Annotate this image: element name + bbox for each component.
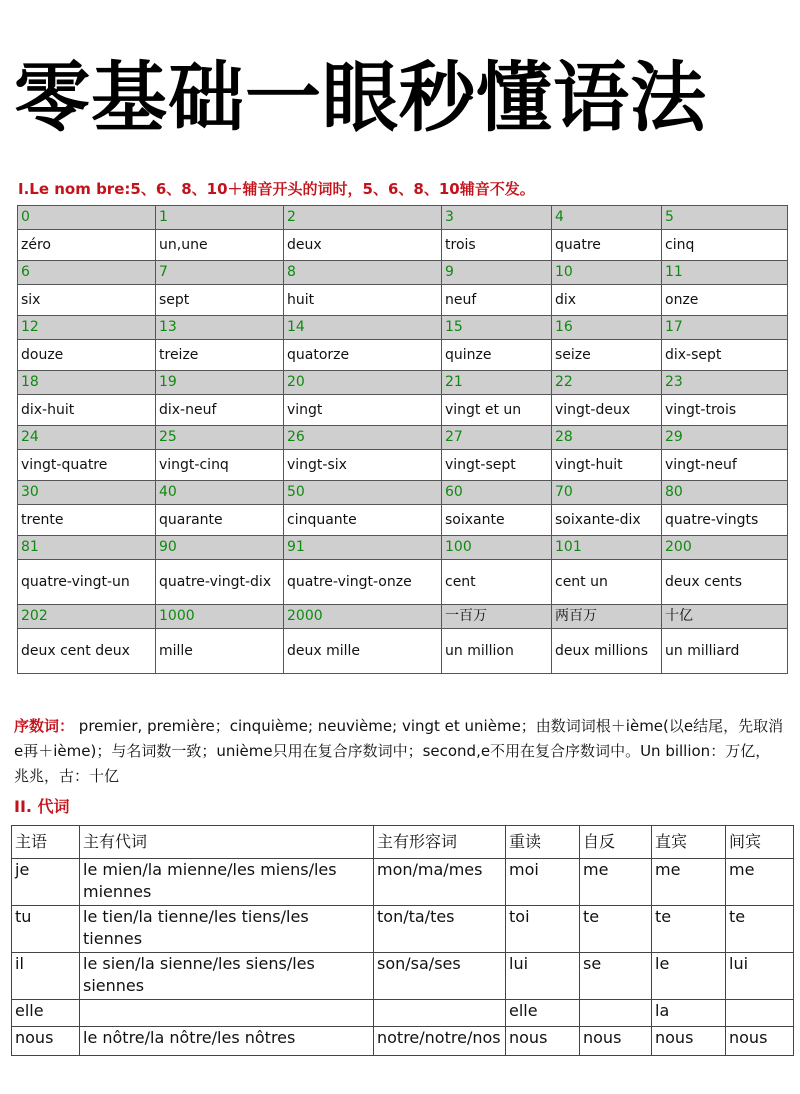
word-cell: vingt-sept bbox=[442, 450, 552, 481]
pronoun-cell: le mien/la mienne/les miens/les miennes bbox=[80, 859, 374, 906]
word-cell: quatre-vingt-un bbox=[18, 560, 156, 605]
number-cell: 20 bbox=[284, 371, 442, 395]
pronoun-cell: je bbox=[12, 859, 80, 906]
ordinals-paragraph bbox=[14, 714, 784, 789]
word-cell: vingt-cinq bbox=[156, 450, 284, 481]
number-cell: 3 bbox=[442, 206, 552, 230]
pronoun-row bbox=[12, 859, 794, 906]
number-cell: 15 bbox=[442, 316, 552, 340]
word-cell: soixante bbox=[442, 505, 552, 536]
word-cell: vingt et un bbox=[442, 395, 552, 426]
pronoun-header-cell: 直宾 bbox=[652, 826, 726, 859]
word-cell: vingt-trois bbox=[662, 395, 788, 426]
word-row bbox=[18, 450, 788, 481]
pronoun-cell: le nôtre/la nôtre/les nôtres bbox=[80, 1027, 374, 1056]
pronoun-cell: te bbox=[652, 906, 726, 953]
pronoun-cell: son/sa/ses bbox=[374, 953, 506, 1000]
word-cell: deux millions bbox=[552, 629, 662, 674]
number-cell: 2000 bbox=[284, 605, 442, 629]
pronoun-cell: te bbox=[580, 906, 652, 953]
word-cell: cinquante bbox=[284, 505, 442, 536]
word-cell: vingt-quatre bbox=[18, 450, 156, 481]
pronoun-cell: se bbox=[580, 953, 652, 1000]
word-row bbox=[18, 395, 788, 426]
number-cell: 90 bbox=[156, 536, 284, 560]
pronoun-cell: ton/ta/tes bbox=[374, 906, 506, 953]
pronoun-cell: nous bbox=[580, 1027, 652, 1056]
number-cell: 17 bbox=[662, 316, 788, 340]
word-cell: un milliard bbox=[662, 629, 788, 674]
word-row bbox=[18, 629, 788, 674]
number-cell: 5 bbox=[662, 206, 788, 230]
pronoun-header-cell: 间宾 bbox=[726, 826, 794, 859]
number-cell: 27 bbox=[442, 426, 552, 450]
word-cell: dix-huit bbox=[18, 395, 156, 426]
number-cell: 11 bbox=[662, 261, 788, 285]
number-cell: 100 bbox=[442, 536, 552, 560]
pronoun-cell bbox=[80, 1000, 374, 1027]
word-cell: vingt bbox=[284, 395, 442, 426]
word-cell: quatre bbox=[552, 230, 662, 261]
number-cell: 29 bbox=[662, 426, 788, 450]
number-cell: 81 bbox=[18, 536, 156, 560]
word-cell: vingt-six bbox=[284, 450, 442, 481]
pronoun-row bbox=[12, 1000, 794, 1027]
word-cell: quarante bbox=[156, 505, 284, 536]
number-row bbox=[18, 371, 788, 395]
number-cell: 23 bbox=[662, 371, 788, 395]
number-cell: 60 bbox=[442, 481, 552, 505]
pronoun-cell: le bbox=[652, 953, 726, 1000]
number-row bbox=[18, 426, 788, 450]
number-row bbox=[18, 206, 788, 230]
number-cell: 200 bbox=[662, 536, 788, 560]
word-cell: quatre-vingts bbox=[662, 505, 788, 536]
number-row bbox=[18, 536, 788, 560]
number-cell: 91 bbox=[284, 536, 442, 560]
number-row bbox=[18, 605, 788, 629]
word-cell: vingt-huit bbox=[552, 450, 662, 481]
number-cell: 101 bbox=[552, 536, 662, 560]
number-cell: 70 bbox=[552, 481, 662, 505]
number-cell: 202 bbox=[18, 605, 156, 629]
word-cell: treize bbox=[156, 340, 284, 371]
number-cell: 22 bbox=[552, 371, 662, 395]
pronoun-header-row bbox=[12, 826, 794, 859]
pronoun-cell: le tien/la tienne/les tiens/les tiennes bbox=[80, 906, 374, 953]
number-cell: 9 bbox=[442, 261, 552, 285]
pronoun-cell: notre/notre/nos bbox=[374, 1027, 506, 1056]
word-cell: deux cents bbox=[662, 560, 788, 605]
pronoun-header-cell: 主语 bbox=[12, 826, 80, 859]
pronoun-cell: me bbox=[580, 859, 652, 906]
number-cell: 19 bbox=[156, 371, 284, 395]
word-cell: sept bbox=[156, 285, 284, 316]
number-cell: 30 bbox=[18, 481, 156, 505]
number-cell: 25 bbox=[156, 426, 284, 450]
number-cell: 8 bbox=[284, 261, 442, 285]
pronoun-cell bbox=[580, 1000, 652, 1027]
pronoun-row bbox=[12, 906, 794, 953]
word-cell: vingt-deux bbox=[552, 395, 662, 426]
number-cell: 1 bbox=[156, 206, 284, 230]
word-cell: dix-sept bbox=[662, 340, 788, 371]
pronoun-cell: toi bbox=[506, 906, 580, 953]
pronoun-row bbox=[12, 1027, 794, 1056]
word-row bbox=[18, 560, 788, 605]
pronouns-table bbox=[11, 825, 794, 1056]
word-cell: six bbox=[18, 285, 156, 316]
pronoun-cell: me bbox=[726, 859, 794, 906]
word-cell: deux mille bbox=[284, 629, 442, 674]
number-cell: 80 bbox=[662, 481, 788, 505]
page-title: 零基础一眼秒懂语法 bbox=[14, 53, 707, 142]
pronoun-cell: il bbox=[12, 953, 80, 1000]
pronoun-cell: elle bbox=[506, 1000, 580, 1027]
word-cell: un,une bbox=[156, 230, 284, 261]
number-cell: 40 bbox=[156, 481, 284, 505]
number-cell: 7 bbox=[156, 261, 284, 285]
pronoun-cell: elle bbox=[12, 1000, 80, 1027]
word-cell: un million bbox=[442, 629, 552, 674]
word-row bbox=[18, 285, 788, 316]
number-cell: 18 bbox=[18, 371, 156, 395]
word-cell: huit bbox=[284, 285, 442, 316]
number-cell: 0 bbox=[18, 206, 156, 230]
number-cell: 一百万 bbox=[442, 605, 552, 629]
word-cell: zéro bbox=[18, 230, 156, 261]
number-cell: 26 bbox=[284, 426, 442, 450]
word-cell: vingt-neuf bbox=[662, 450, 788, 481]
pronoun-header-cell: 主有代词 bbox=[80, 826, 374, 859]
number-cell: 2 bbox=[284, 206, 442, 230]
word-cell: seize bbox=[552, 340, 662, 371]
number-cell: 13 bbox=[156, 316, 284, 340]
number-cell: 1000 bbox=[156, 605, 284, 629]
word-cell: cent un bbox=[552, 560, 662, 605]
pronoun-cell: nous bbox=[726, 1027, 794, 1056]
word-cell: trente bbox=[18, 505, 156, 536]
word-cell: trois bbox=[442, 230, 552, 261]
number-row bbox=[18, 316, 788, 340]
pronoun-cell: nous bbox=[506, 1027, 580, 1056]
section2-heading: II. 代词 bbox=[14, 797, 70, 816]
word-row bbox=[18, 230, 788, 261]
number-cell: 16 bbox=[552, 316, 662, 340]
pronoun-cell: moi bbox=[506, 859, 580, 906]
numbers-table bbox=[17, 205, 788, 674]
word-cell: cent bbox=[442, 560, 552, 605]
word-row bbox=[18, 505, 788, 536]
word-cell: deux bbox=[284, 230, 442, 261]
number-cell: 10 bbox=[552, 261, 662, 285]
pronoun-header-cell: 重读 bbox=[506, 826, 580, 859]
word-cell: soixante-dix bbox=[552, 505, 662, 536]
pronoun-cell bbox=[726, 1000, 794, 1027]
number-cell: 6 bbox=[18, 261, 156, 285]
number-row bbox=[18, 261, 788, 285]
number-cell: 14 bbox=[284, 316, 442, 340]
word-cell: douze bbox=[18, 340, 156, 371]
pronoun-row bbox=[12, 953, 794, 1000]
number-cell: 12 bbox=[18, 316, 156, 340]
pronoun-cell: lui bbox=[506, 953, 580, 1000]
pronoun-cell bbox=[374, 1000, 506, 1027]
word-cell: dix bbox=[552, 285, 662, 316]
pronoun-header-cell: 自反 bbox=[580, 826, 652, 859]
section1-heading: I.Le nom bre:5、6、8、10＋辅音开头的词时，5、6、8、10辅音不发。 bbox=[18, 180, 535, 198]
word-cell: neuf bbox=[442, 285, 552, 316]
number-cell: 十亿 bbox=[662, 605, 788, 629]
word-cell: deux cent deux bbox=[18, 629, 156, 674]
ordinals-text: premier, première；cinquième; neuvième; vingt et unième；由数词词根＋ième(以e结尾，先取消e再＋ième)；与名词数一致；unième只用在复合序数词中；second,e不用在复合序数词中。Un billion：万亿，兆兆，古：十亿 bbox=[14, 717, 784, 785]
number-cell: 两百万 bbox=[552, 605, 662, 629]
pronoun-cell: nous bbox=[12, 1027, 80, 1056]
pronoun-cell: nous bbox=[652, 1027, 726, 1056]
pronoun-cell: lui bbox=[726, 953, 794, 1000]
number-cell: 4 bbox=[552, 206, 662, 230]
number-cell: 50 bbox=[284, 481, 442, 505]
word-cell: cinq bbox=[662, 230, 788, 261]
pronoun-header-cell: 主有形容词 bbox=[374, 826, 506, 859]
pronoun-cell: me bbox=[652, 859, 726, 906]
number-cell: 28 bbox=[552, 426, 662, 450]
word-cell: quatorze bbox=[284, 340, 442, 371]
pronoun-cell: le sien/la sienne/les siens/les siennes bbox=[80, 953, 374, 1000]
number-row bbox=[18, 481, 788, 505]
pronoun-cell: mon/ma/mes bbox=[374, 859, 506, 906]
ordinals-label: 序数词： bbox=[14, 717, 75, 735]
number-cell: 24 bbox=[18, 426, 156, 450]
word-row bbox=[18, 340, 788, 371]
word-cell: onze bbox=[662, 285, 788, 316]
word-cell: quatre-vingt-dix bbox=[156, 560, 284, 605]
word-cell: mille bbox=[156, 629, 284, 674]
pronoun-cell: te bbox=[726, 906, 794, 953]
word-cell: quinze bbox=[442, 340, 552, 371]
word-cell: dix-neuf bbox=[156, 395, 284, 426]
word-cell: quatre-vingt-onze bbox=[284, 560, 442, 605]
number-cell: 21 bbox=[442, 371, 552, 395]
pronoun-cell: la bbox=[652, 1000, 726, 1027]
pronoun-cell: tu bbox=[12, 906, 80, 953]
